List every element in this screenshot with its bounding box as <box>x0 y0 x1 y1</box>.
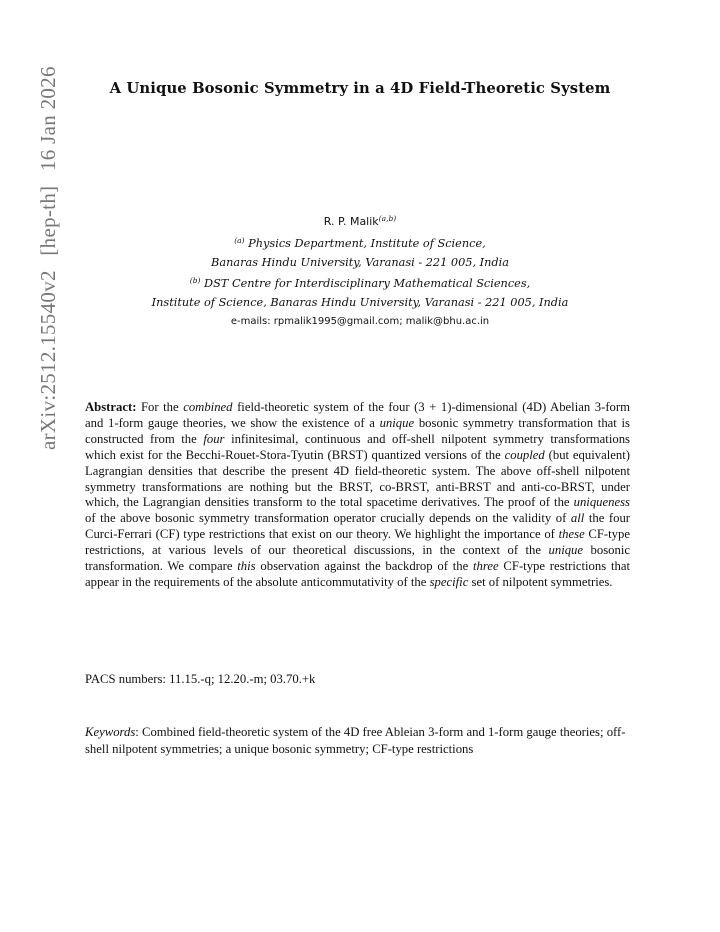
keywords-text: : Combined field-theoretic system of the 4D free Ableian 3-form and 1-form gauge theories; off-shell nilpotent symmetries; a unique bosonic symmetry; CF-type restrictions <box>85 725 626 756</box>
abstract-text: field-theoretic system of the four (3 + 1)-dimensional (4D) Abelian 3-form and 1-form gauge theories, we show the existence of a <box>85 400 630 430</box>
affiliation-b-line2: Institute of Science, Banaras Hindu University, Varanasi - 221 005, India <box>151 296 569 310</box>
abstract-text: set of nilpotent symmetries. <box>468 574 613 589</box>
affiliation-b-text: DST Centre for Interdisciplinary Mathematical Sciences, <box>204 277 531 291</box>
abstract-text: For the <box>136 400 184 414</box>
abstract-emphasis: uniqueness <box>573 495 630 510</box>
affiliation-b-line1 <box>0 272 720 294</box>
abstract-emphasis: combined <box>183 400 233 414</box>
author-block <box>0 210 720 332</box>
arxiv-id: arXiv:2512.15540v2 <box>36 270 60 450</box>
arxiv-date: 16 Jan 2026 <box>36 66 60 172</box>
abstract-text: CF-type restrictions, at various levels of our theoretical discussions, in the context of the <box>85 527 630 558</box>
author-superscript: (a,b) <box>378 214 397 223</box>
emails: e-mails: rpmalik1995@gmail.com; malik@bhu.ac.in <box>230 315 490 327</box>
abstract-label: Abstract: <box>85 400 137 414</box>
abstract-text: of the above bosonic symmetry transformation operator crucially depends on the validity of <box>85 511 571 526</box>
abstract-emphasis: these <box>558 527 585 542</box>
affiliation-b-mark: (b) <box>189 276 201 286</box>
abstract-emphasis: this <box>237 559 256 574</box>
paper-title: A Unique Bosonic Symmetry in a 4D Field-Theoretic System <box>109 80 611 97</box>
keywords <box>85 724 630 757</box>
abstract-text: observation against the backdrop of the <box>255 559 474 574</box>
abstract-text: (but equivalent) Lagrangian densities that describe the present 4D field-theoretic system. The above off-shell nilpotent symmetry transformations are nothing but the BRST, co-BRST, anti-BRST and anti-co-BRST, under which, the Lagrangian densities transform to the total spacetime derivatives. The proof of the <box>85 447 630 510</box>
abstract <box>85 400 630 591</box>
author-line <box>0 210 720 232</box>
abstract-text: the four Curci-Ferrari (CF) type restrictions that exist on our theory. We highlight the importance of <box>85 511 631 542</box>
abstract-text: bosonic symmetry transformation that is constructed from the <box>85 415 630 446</box>
affiliation-a-mark: (a) <box>234 235 245 245</box>
keywords-label: Keywords <box>85 725 136 739</box>
pacs-numbers: PACS numbers: 11.15.-q; 12.20.-m; 03.70.+k <box>85 672 316 686</box>
affiliation-a-text: Physics Department, Institute of Science, <box>248 236 486 250</box>
affiliation-a-line2: Banaras Hindu University, Varanasi - 221 005, India <box>211 255 509 269</box>
abstract-text: bosonic transformation. We compare <box>85 543 630 574</box>
affiliation-a-line1 <box>0 232 720 254</box>
abstract-emphasis: four <box>203 431 225 446</box>
abstract-emphasis: unique <box>379 415 415 430</box>
abstract-emphasis: unique <box>548 543 584 558</box>
abstract-emphasis: all <box>570 511 585 526</box>
author-name: R. P. Malik <box>323 215 379 228</box>
abstract-emphasis: coupled <box>504 447 545 462</box>
abstract-emphasis: specific <box>429 574 469 589</box>
abstract-text: CF-type restrictions that appear in the requirements of the absolute anticommutativity of the <box>85 559 630 589</box>
abstract-body <box>85 400 630 589</box>
abstract-emphasis: three <box>473 559 499 574</box>
abstract-text: infinitesimal, continuous and off-shell nilpotent symmetry transformations which exist for the Becchi-Rouet-Stora-Tyutin (BRST) quantized versions of the <box>85 431 630 462</box>
arxiv-category: [hep-th] <box>36 185 60 256</box>
